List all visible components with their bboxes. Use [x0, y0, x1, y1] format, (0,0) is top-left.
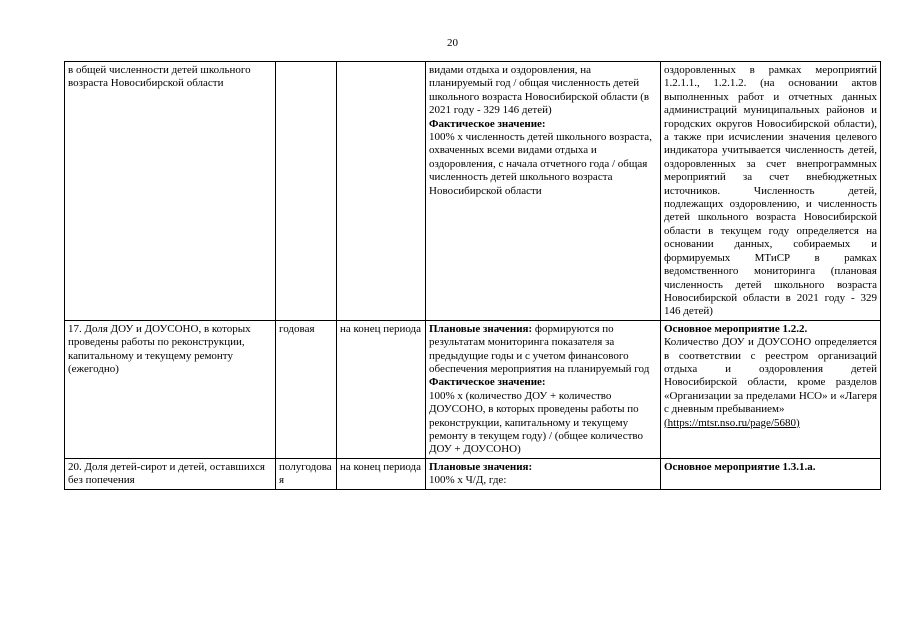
source-text: Количество ДОУ и ДОУСОНО определяется в соответствии с реестром организаций отдыха и оздоровления детей Новосибирской области, кроме разделов «Организации за пределами НСО» и «Лагеря с дневным пребыванием»: [664, 336, 880, 416]
indicator-name-cell: в общей численности детей школьного возраста Новосибирской области: [65, 62, 276, 321]
source-link[interactable]: (https://mtsr.nso.ru/page/5680): [664, 416, 800, 429]
method-text: 100% х численность детей школьного возраста, охваченных всеми видами отдыха и оздоровления, с начала отчетного года / общая численность детей школьного возраста Новосибирской области: [429, 131, 655, 197]
method-text: 100% х Ч/Д, где:: [429, 474, 507, 487]
planned-value-label: Плановые значения:: [429, 460, 533, 473]
indicator-name-cell: 20. Доля детей-сирот и детей, оставшихся без попечения: [65, 458, 276, 489]
main-activity-label: Основное мероприятие 1.2.2.: [664, 322, 808, 335]
calculation-method-cell: [426, 320, 661, 458]
main-activity-label: Основное мероприятие 1.3.1.а.: [664, 460, 816, 473]
periodicity-cell: [276, 62, 337, 321]
table-row: [65, 62, 881, 321]
calculation-method-cell: [426, 62, 661, 321]
periodicity-cell: полугодовая: [276, 458, 337, 489]
data-source-cell: [661, 320, 881, 458]
page-number: 20: [447, 37, 458, 49]
data-source-cell: оздоровленных в рамках мероприятий 1.2.1.1., 1.2.1.2. (на основании актов выполненных работ и отчетных данных администраций муниципальных районов и городских округов Новосибирской области), а также при исчислении значения целевого индикатора учитывается численность детей, оздоровленных за счет внепрограммных мероприятий за счет внебюджетных источников. Численность детей, подлежащих оздоровлению, и численность детей школьного возраста Новосибирской области в текущем году определяется на основании данных, собираемых и формируемых МТиСР в рамках ведомственного мониторинга (плановая численность детей школьного возраста Новосибирской области в 2021 году - 329 146 детей): [661, 62, 881, 321]
actual-value-label: Фактическое значение:: [429, 376, 546, 389]
period-type-cell: [337, 62, 426, 321]
period-type-cell: на конец периода: [337, 320, 426, 458]
method-text: формируются по результатам мониторинга показателя за предыдущие годы и с учетом финансового обеспечения мероприятия на планируемый год: [429, 322, 650, 375]
indicator-name-cell: 17. Доля ДОУ и ДОУСОНО, в которых проведены работы по реконструкции, капитальному и текущему ремонту (ежегодно): [65, 320, 276, 458]
data-source-cell: [661, 458, 881, 489]
method-text: 100% х (количество ДОУ + количество ДОУСОНО, в которых проведены работы по реконструкции, капитальному и текущему ремонту в текущем году) / (общее количество ДОУ + ДОУСОНО): [429, 389, 646, 456]
table-row: [65, 320, 881, 458]
periodicity-cell: годовая: [276, 320, 337, 458]
period-type-cell: на конец периода: [337, 458, 426, 489]
method-text: видами отдыха и оздоровления, на планируемый год / общая численность детей школьного возраста Новосибирской области (в 2021 году - 329 146 детей): [429, 64, 652, 117]
calculation-method-cell: [426, 458, 661, 489]
table-row: [65, 458, 881, 489]
indicators-table: [64, 61, 881, 490]
actual-value-label: Фактическое значение:: [429, 117, 546, 130]
planned-value-label: Плановые значения:: [429, 322, 533, 335]
